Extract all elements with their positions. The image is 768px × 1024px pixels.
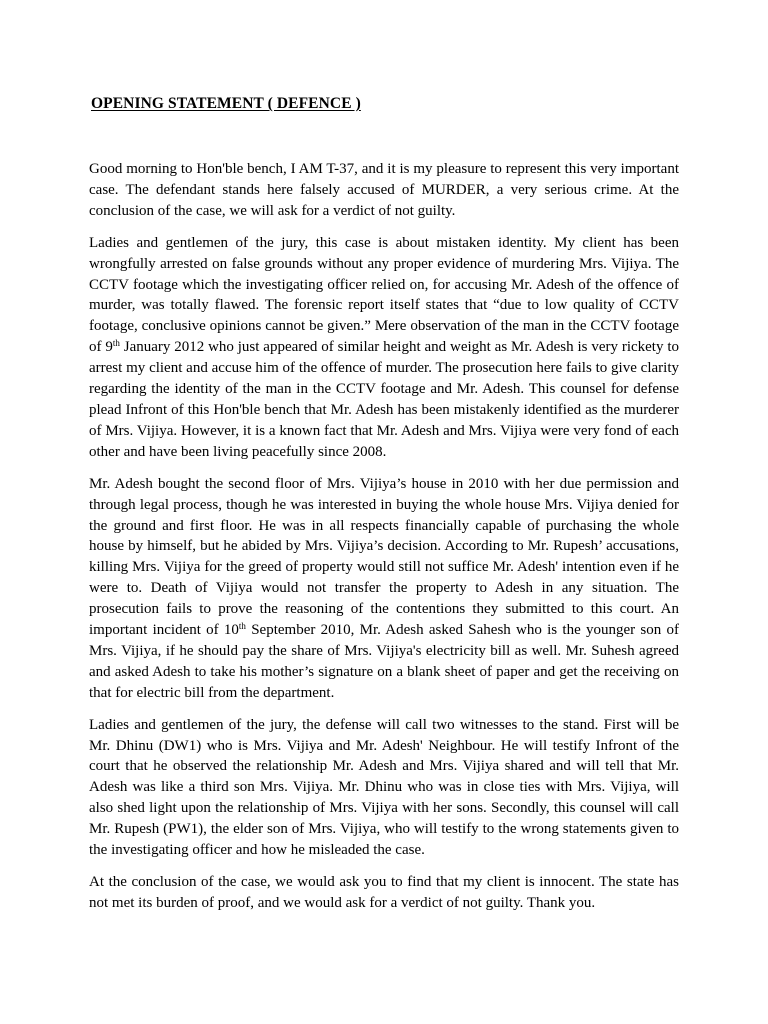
document-title: OPENING STATEMENT ( DEFENCE ) <box>91 95 361 112</box>
ordinal-superscript: th <box>238 621 246 632</box>
paragraph-mistaken-identity <box>89 233 679 463</box>
paragraph-witnesses: Ladies and gentlemen of the jury, the defense will call two witnesses to the stand. First will be Mr. Dhinu (DW1) who is Mrs. Vijiya and Mr. Adesh' Neighbour. He will testify Infront of the court that he observed the relationship Mr. Adesh and Mrs. Vijiya shared and will tell that Mr. Adesh was like a third son Mrs. Vijiya. Mr. Dhinu who was in close ties with Mrs. Vijiya, will also shed light upon the relationship of Mrs. Vijiya with her sons. Secondly, this counsel will call Mr. Rupesh (PW1), the elder son of Mrs. Vijiya, who will testify to the wrong statements given to the investigating officer and how he misleaded the case. <box>89 716 679 859</box>
paragraph-text: January 2012 who just appeared of similar height and weight as Mr. Adesh is very rickety to arrest my client and accuse him of the offence of murder. The prosecution here fails to give clarity regarding the identity of the man in the CCTV footage and Mr. Adesh. This counsel for defense plead Infront of this Hon'ble bench that Mr. Adesh has been mistakenly identified as the murderer of Mrs. Vijiya. However, it is a known fact that Mr. Adesh and Mrs. Vijiya were very fond of each other and have been living peacefully since 2008. <box>89 339 679 460</box>
ordinal-superscript: th <box>112 338 120 349</box>
paragraph-text: Mr. Adesh bought the second floor of Mrs. Vijiya’s house in 2010 with her due permission and through legal process, though he was interested in buying the whole house Mrs. Vijiya denied for the ground and first floor. He was in all respects financially capable of purchasing the whole house by himself, but he abided by Mrs. Vijiya’s decision. According to Mr. Rupesh’ accusations, killing Mrs. Vijiya for the greed of property would still not suffice Mr. Adesh' intention even if he were to. Death of Vijiya would not transfer the property to Adesh in any situation. The prosecution fails to prove the reasoning of the contentions they submitted to this court. An important incident of 10 <box>89 475 679 639</box>
paragraph-conclusion: At the conclusion of the case, we would ask you to find that my client is innocent. The state has not met its burden of proof, and we would ask for a verdict of not guilty. Thank you. <box>89 874 679 911</box>
paragraph-text: September 2010, Mr. Adesh asked Sahesh who is the younger son of Mrs. Vijiya, if he should pay the share of Mrs. Vijiya's electricity bill as well. Mr. Suhesh agreed and asked Adesh to take his mother’s signature on a blank sheet of paper and get the receiving on that for electric bill from the department. <box>89 622 679 701</box>
paragraph-text: Ladies and gentlemen of the jury, this case is about mistaken identity. My client has been wrongfully arrested on false grounds without any proper evidence of murdering Mrs. Vijiya. The CCTV footage which the investigating officer relied on, for accusing Mr. Adesh of the offence of murder, was totally flawed. The forensic report itself states that “due to low quality of CCTV footage, conclusive opinions cannot be given.” Mere observation of the man in the CCTV footage of 9 <box>89 234 679 356</box>
paragraph-greeting: Good morning to Hon'ble bench, I AM T-37, and it is my pleasure to represent this very important case. The defendant stands here falsely accused of MURDER, a very serious crime. At the conclusion of the case, we will ask for a verdict of not guilty. <box>89 161 679 219</box>
document-body <box>89 159 679 925</box>
paragraph-property <box>89 474 679 704</box>
